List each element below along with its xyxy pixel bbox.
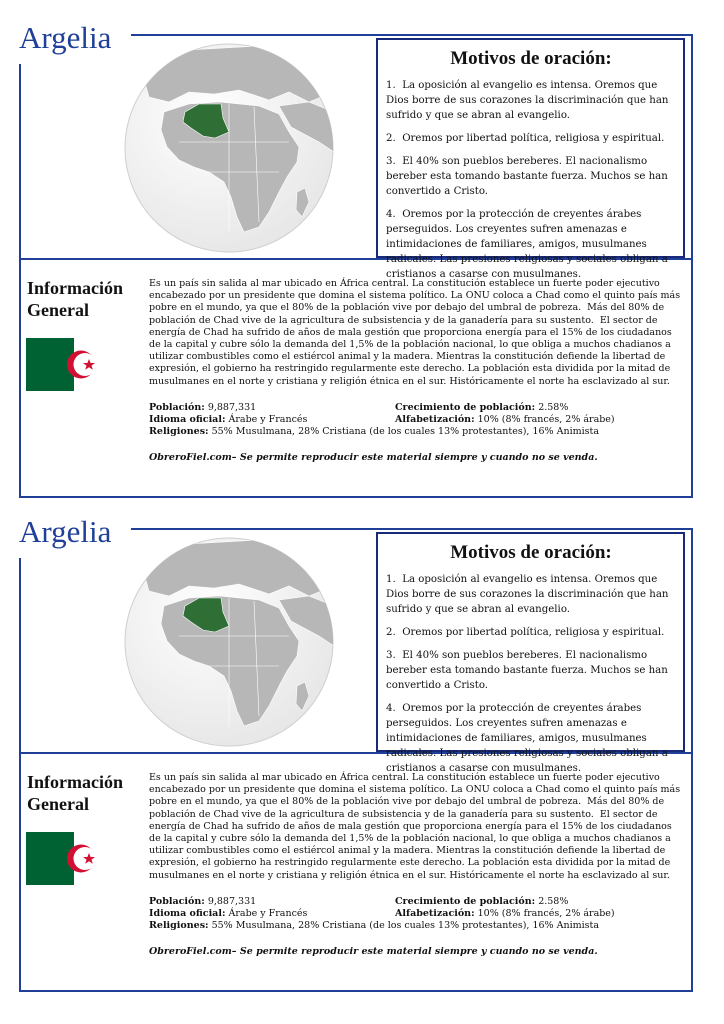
description: Es un país sin salida al mar ubicado en África central. La constitución establece un fuerte poder ejecutivo encabezado por un presidente que domina el sistema político. La ONU coloca a Chad como el quinto país más pobre en el mundo, ya que el 80% de la población vive por debajo del umbral de pobreza. Más del 80% de población de Chad vive de la agricultura de subsistencia y de la ganadería para su sustento. El sector de energía de Chad ha sufrido de años de mala gestión que proporciona energía para el 15% de los ciudadanos de la capital y cubre sólo la demanda del 1,5% de la población nacional, lo que obliga a muchos chadianos a utilizar combustibles como el estiércol animal y la madera. Mientras la constitución defiende la libertad de expresión, el gobierno ha restringido regularmente este derecho. La población esta dividida por la mitad de musulmanes en el norte y cristiana y religión étnica en el sur. Históricamente el norte ha esclavizado al sur.	[149, 278, 681, 387]
frame-left	[19, 558, 21, 990]
religion-value: 55% Musulmana, 28% Cristiana (de los cuales 13% protestantes), 16% Animista	[211, 920, 600, 931]
algeria-flag-icon	[26, 338, 121, 391]
literacy-value: 10% (8% francés, 2% árabe)	[477, 908, 615, 919]
frame-right	[691, 528, 693, 990]
language-value: Árabe y Francés	[228, 414, 308, 425]
frame-left	[19, 64, 21, 496]
prayer-item: 4. Oremos por la protección de creyentes árabes perseguidos. Los creyentes sufren amenazas e intimidaciones de familiares, amigos, musulmanes radicales. Las presiones religiosas y sociales obligan a cristianos a casarse con musulmanes.	[386, 703, 668, 774]
growth-label: Crecimiento de población:	[395, 896, 536, 907]
globe-map-icon	[119, 42, 339, 254]
growth-label: Crecimiento de población:	[395, 402, 536, 413]
algeria-flag-icon	[26, 832, 121, 885]
country-title: Argelia	[19, 20, 112, 55]
literacy-value: 10% (8% francés, 2% árabe)	[477, 414, 615, 425]
prayer-heading: Motivos de oración:	[450, 542, 612, 563]
population-label: Población:	[149, 402, 205, 413]
frame-bottom	[19, 496, 693, 498]
prayer-item: 2. Oremos por libertad política, religiosa y espiritual.	[386, 627, 665, 638]
prayer-item: 2. Oremos por libertad política, religiosa y espiritual.	[386, 133, 665, 144]
prayer-item: 1. La oposición al evangelio es intensa. Oremos que Dios borre de sus corazones la discriminación que han sufrido y que se abran al evangelio.	[386, 80, 669, 121]
prayer-item: 1. La oposición al evangelio es intensa. Oremos que Dios borre de sus corazones la discriminación que han sufrido y que se abran al evangelio.	[386, 574, 669, 615]
general-info-text	[149, 278, 681, 388]
stats-block	[149, 896, 681, 932]
frame-top	[131, 528, 691, 530]
language-label: Idioma oficial:	[149, 414, 226, 425]
prayer-card-2	[19, 514, 693, 992]
language-value: Árabe y Francés	[228, 908, 308, 919]
frame-top	[131, 34, 691, 36]
globe-map-icon	[119, 536, 339, 748]
prayer-heading: Motivos de oración:	[450, 48, 612, 69]
prayer-card-1	[19, 20, 693, 498]
population-value: 9,887,331	[207, 896, 257, 907]
religion-value: 55% Musulmana, 28% Cristiana (de los cuales 13% protestantes), 16% Animista	[211, 426, 600, 437]
growth-value: 2.58%	[538, 896, 569, 907]
prayer-box	[376, 38, 685, 280]
population-label: Población:	[149, 896, 205, 907]
literacy-label: Alfabetización:	[395, 414, 475, 425]
religion-label: Religiones:	[149, 920, 209, 931]
info-heading: Información General	[27, 772, 123, 814]
general-info-text	[149, 772, 681, 882]
religion-label: Religiones:	[149, 426, 209, 437]
language-label: Idioma oficial:	[149, 908, 226, 919]
prayer-box	[376, 532, 685, 774]
stats-block	[149, 402, 681, 438]
frame-right	[691, 34, 693, 496]
population-value: 9,887,331	[207, 402, 257, 413]
growth-value: 2.58%	[538, 402, 569, 413]
prayer-item: 3. El 40% son pueblos bereberes. El nacionalismo bereber esta tomando bastante fuerza. Muchos se han convertido a Cristo.	[386, 156, 668, 197]
literacy-label: Alfabetización:	[395, 908, 475, 919]
prayer-item: 4. Oremos por la protección de creyentes árabes perseguidos. Los creyentes sufren amenazas e intimidaciones de familiares, amigos, musulmanes radicales. Las presiones religiosas y sociales obligan a cristianos a casarse con musulmanes.	[386, 209, 668, 280]
footer-note: ObreroFiel.com– Se permite reproducir este material siempre y cuando no se venda.	[149, 946, 598, 957]
footer-note: ObreroFiel.com– Se permite reproducir este material siempre y cuando no se venda.	[149, 452, 598, 463]
prayer-item: 3. El 40% son pueblos bereberes. El nacionalismo bereber esta tomando bastante fuerza. Muchos se han convertido a Cristo.	[386, 650, 668, 691]
description: Es un país sin salida al mar ubicado en África central. La constitución establece un fuerte poder ejecutivo encabezado por un presidente que domina el sistema político. La ONU coloca a Chad como el quinto país más pobre en el mundo, ya que el 80% de la población vive por debajo del umbral de pobreza. Más del 80% de población de Chad vive de la agricultura de subsistencia y de la ganadería para su sustento. El sector de energía de Chad ha sufrido de años de mala gestión que proporciona energía para el 15% de los ciudadanos de la capital y cubre sólo la demanda del 1,5% de la población nacional, lo que obliga a muchos chadianos a utilizar combustibles como el estiércol animal y la madera. Mientras la constitución defiende la libertad de expresión, el gobierno ha restringido regularmente este derecho. La población esta dividida por la mitad de musulmanes en el norte y cristiana y religión étnica en el sur. Históricamente el norte ha esclavizado al sur.	[149, 772, 681, 881]
frame-bottom	[19, 990, 693, 992]
info-heading: Información General	[27, 278, 123, 320]
country-title: Argelia	[19, 514, 112, 549]
